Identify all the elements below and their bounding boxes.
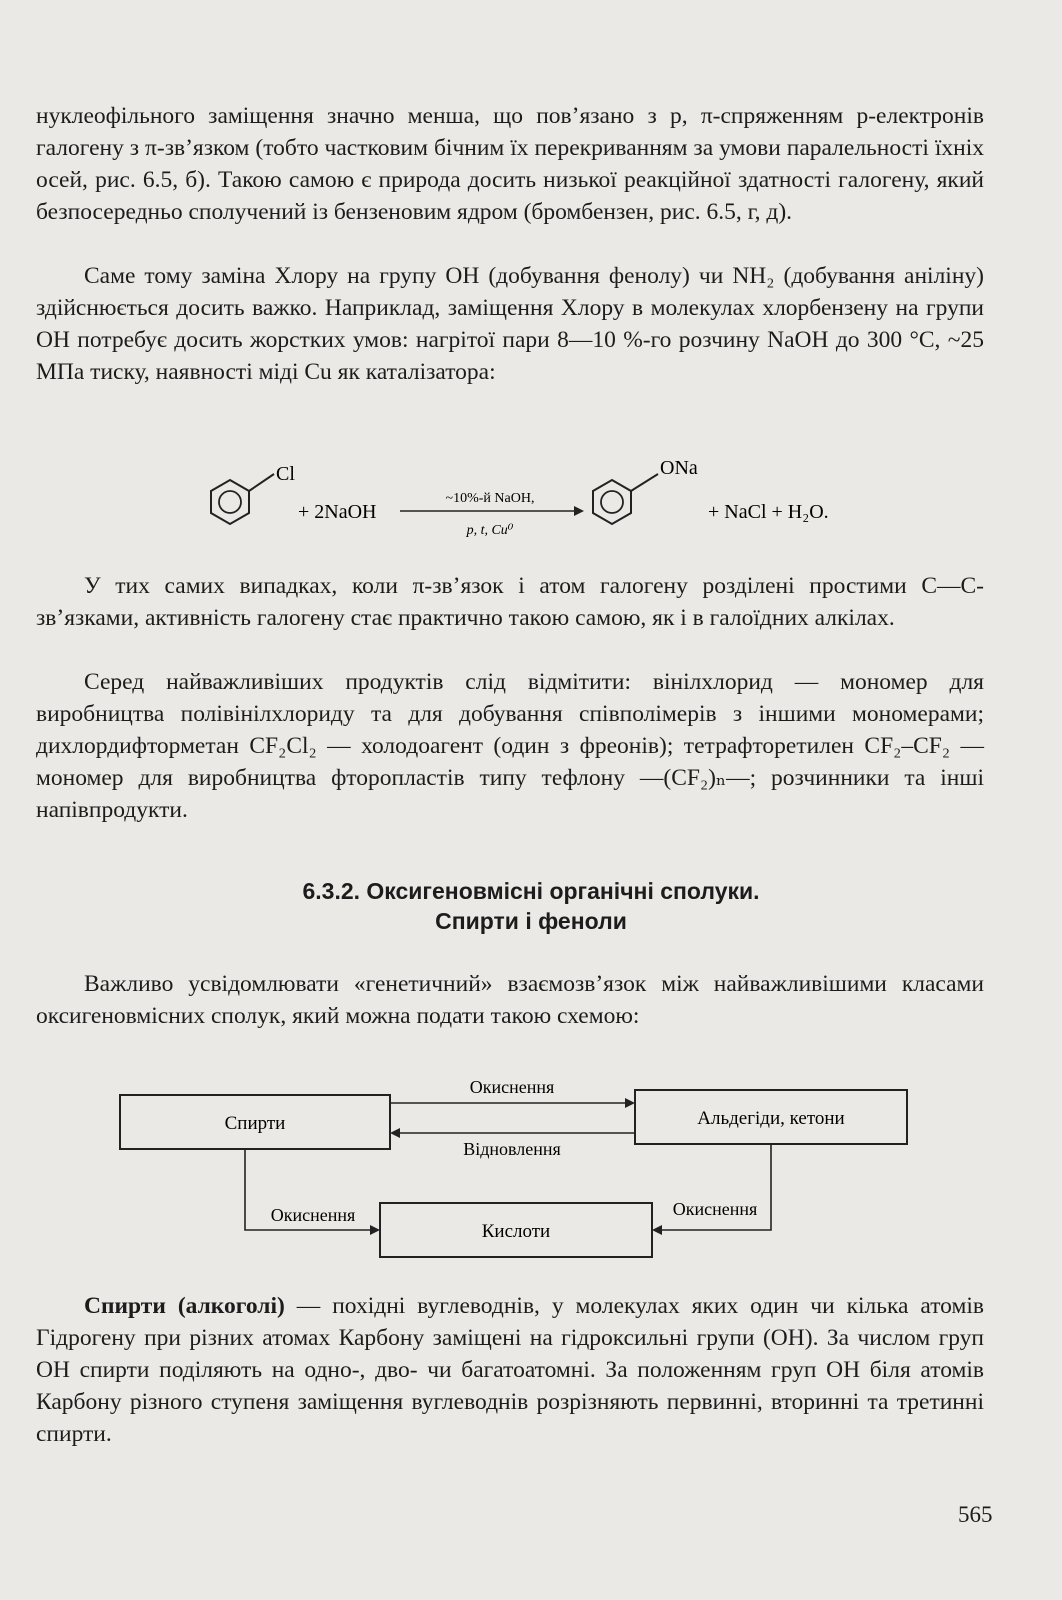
aldehydes-label: Альдегіди, кетони [697, 1108, 845, 1129]
naoh-reagent: + 2NaOH [298, 501, 377, 523]
oxygen-compounds-scheme [115, 1075, 935, 1295]
reaction-condition-top: ~10%-й NaOH, [445, 491, 535, 506]
paragraph-important-products: Серед найважливіших продуктів слід відмітити: вінілхлорид — мономер для виробництва полівінілхлориду та для добування співполімерів з іншими мономерами; дихлордифторметан CF₂Cl₂ — холодоагент (один з фреонів); тетрафторетилен CF₂–CF₂ — мономер для виробництва фторопластів типу тефлону —(CF₂)ₙ—; розчинники та інші напівпродукти. [36, 669, 984, 823]
paragraph-genetic-relationship: Важливо усвідомлювати «генетичний» взаємозв’язок між найважливішими класами оксигеновмісних сполук, який можна подати такою схемою: [36, 971, 984, 1029]
reduction-label: Відновлення [463, 1139, 561, 1159]
acids-label: Кислоти [481, 1221, 551, 1242]
chlorine-label: Cl [276, 463, 295, 485]
reaction-equation [200, 460, 900, 560]
oxidation-label-top: Окиснення [469, 1077, 555, 1097]
reaction-condition-bottom: p, t, Cu⁰ [466, 523, 514, 538]
paragraph-chlorine-replacement: Саме тому заміна Хлору на групу ОН (добування фенолу) чи NH₂ (добування аніліну) здійснюється досить важко. Наприклад, заміщення Хлору в молекулах хлорбензену на групи ОН потребує досить жорстких умов: нагрітої пари 8—10 %-го розчину NaOH до 300 °C, ~25 МПа тиску, наявності міді Cu як каталізатора: [36, 263, 984, 385]
chlorobenzene-structure [211, 463, 295, 524]
paragraph-halogen-activity: У тих самих випадках, коли π-зв’язок і атом галогену розділені простими С—С-зв’язками, активність галогену стає практично такою самою, як і в галоїдних алкілах. [36, 573, 984, 631]
oxidation-label-left: Окиснення [270, 1205, 356, 1225]
sodium-phenoxide-structure [593, 460, 698, 524]
section-heading-line1: 6.3.2. Оксигеновмісні органічні сполуки. [302, 878, 760, 904]
alcohols-term: Спирти (алкоголі) [84, 1293, 285, 1319]
ona-label: ONa [660, 460, 698, 479]
oxidation-label-right: Окиснення [672, 1199, 758, 1219]
alcohols-label: Спирти [224, 1113, 286, 1134]
paragraph-alcohols-definition: Спирти (алкоголі) — похідні вуглеводнів, у молекулах яких один чи кілька атомів Гідрогену при різних атомах Карбону заміщені на гідроксильні групи (ОН). За числом груп ОН спирти поділяють на одно-, дво- чи багатоатомні. За положенням груп ОН біля атомів Карбону різного ступеня заміщення вуглеводнів розрізняють первинні, вторинні та третинні спирти. [36, 1293, 984, 1447]
section-heading [0, 876, 1062, 936]
paragraph-nucleophilic-substitution: нуклеофільного заміщення значно менша, що пов’язано з p, π-спряженням p-електронів галогену з π-зв’язком (тобто частковим бічним їх перекриванням за умови паралельності їхніх осей, рис. 6.5, б). Такою самою є природа досить низької реакційної здатності галогену, який безпосередньо сполучений із бензеновим ядром (бромбензен, рис. 6.5, г, д). [36, 103, 984, 225]
reaction-products: + NaCl + H₂O. [708, 501, 829, 523]
section-heading-line2: Спирти і феноли [435, 908, 627, 934]
page-number: 565 [958, 1502, 993, 1527]
